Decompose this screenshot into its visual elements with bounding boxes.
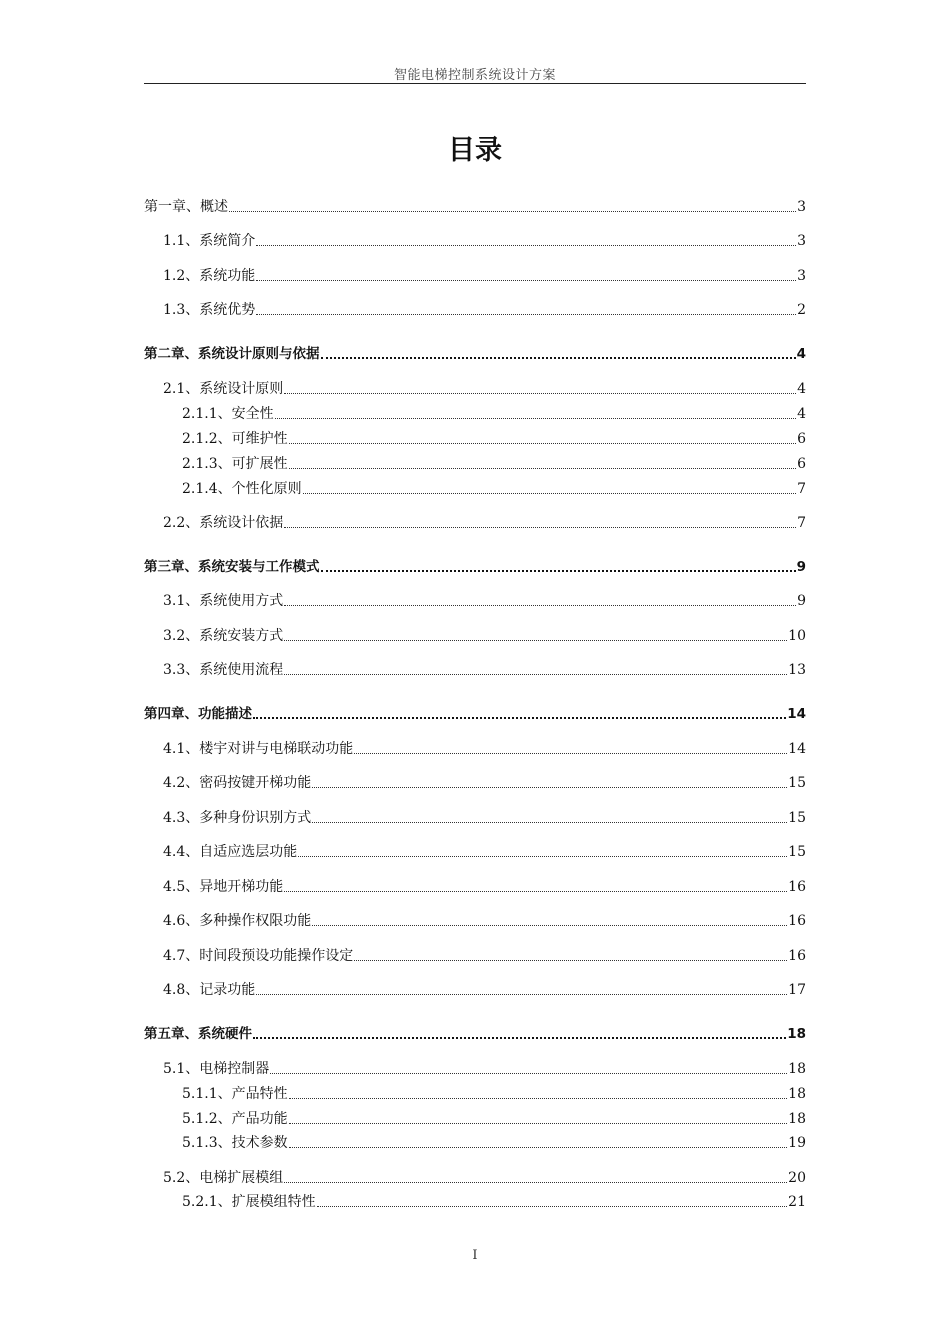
toc-entry-title: 2.1.1、安全性 bbox=[182, 406, 274, 422]
toc-entry[interactable] bbox=[144, 943, 806, 965]
toc-entry-title: 5.2.1、扩展模组特性 bbox=[182, 1194, 316, 1210]
toc-dot-leader bbox=[312, 786, 787, 788]
toc-entry-title: 2.1.4、个性化原则 bbox=[182, 481, 302, 497]
toc-entry-title: 4.4、自适应选层功能 bbox=[163, 844, 298, 860]
toc-entry[interactable] bbox=[144, 1130, 806, 1152]
toc-dot-leader bbox=[354, 959, 787, 961]
toc-entry[interactable] bbox=[144, 297, 806, 319]
toc-dot-leader bbox=[317, 1205, 788, 1207]
toc-entry[interactable] bbox=[144, 194, 806, 216]
toc-entry-page: 15 bbox=[788, 844, 806, 860]
toc-entry-page: 9 bbox=[797, 593, 806, 609]
toc-entry[interactable] bbox=[144, 805, 806, 827]
toc-dot-leader bbox=[253, 716, 786, 719]
page-number: I bbox=[472, 1248, 478, 1263]
toc-entry[interactable] bbox=[144, 657, 806, 679]
toc-entry-title: 2.1.2、可维护性 bbox=[182, 431, 288, 447]
toc-entry[interactable] bbox=[144, 426, 806, 448]
toc-entry-title: 4.1、楼宇对讲与电梯联动功能 bbox=[163, 741, 354, 757]
toc-dot-leader bbox=[289, 467, 796, 469]
toc-entry[interactable] bbox=[144, 401, 806, 423]
toc-dot-leader bbox=[284, 890, 787, 892]
toc-dot-leader bbox=[229, 210, 796, 212]
toc-entry-title: 1.1、系统简介 bbox=[163, 233, 256, 249]
toc-entry-page: 16 bbox=[788, 913, 806, 929]
toc-dot-leader bbox=[298, 855, 787, 857]
toc-entry-page: 6 bbox=[797, 431, 806, 447]
toc-entry-title: 4.2、密码按键开梯功能 bbox=[163, 775, 312, 791]
toc-entry-title: 1.3、系统优势 bbox=[163, 302, 256, 318]
toc-dot-leader bbox=[256, 244, 796, 246]
toc-entry[interactable] bbox=[144, 588, 806, 610]
toc-entry[interactable] bbox=[144, 263, 806, 285]
toc-dot-leader bbox=[321, 569, 796, 572]
toc-entry[interactable] bbox=[144, 341, 806, 363]
toc-dot-leader bbox=[303, 492, 796, 494]
toc-entry-page: 4 bbox=[797, 381, 806, 397]
toc-entry[interactable] bbox=[144, 1189, 806, 1211]
toc-entry-page: 18 bbox=[787, 1026, 806, 1042]
toc-entry[interactable] bbox=[144, 510, 806, 532]
toc-entry-page: 20 bbox=[788, 1170, 806, 1186]
toc-entry[interactable] bbox=[144, 1165, 806, 1187]
toc-entry[interactable] bbox=[144, 1106, 806, 1128]
toc-entry-title: 第三章、系统安装与工作模式 bbox=[144, 559, 320, 575]
toc-entry-page: 15 bbox=[788, 810, 806, 826]
toc-entry[interactable] bbox=[144, 376, 806, 398]
toc-entry-page: 7 bbox=[797, 515, 806, 531]
toc-dot-leader bbox=[312, 924, 787, 926]
toc-entry-page: 16 bbox=[788, 948, 806, 964]
toc-entry-title: 5.2、电梯扩展模组 bbox=[163, 1170, 284, 1186]
toc-entry-page: 18 bbox=[788, 1111, 806, 1127]
toc-entry-title: 第二章、系统设计原则与依据 bbox=[144, 346, 320, 362]
toc-entry-title: 4.5、异地开梯功能 bbox=[163, 879, 284, 895]
toc-dot-leader bbox=[284, 639, 787, 641]
toc-entry-page: 3 bbox=[797, 268, 806, 284]
toc-dot-leader bbox=[321, 356, 796, 359]
toc-entry-title: 1.2、系统功能 bbox=[163, 268, 256, 284]
toc-entry-page: 3 bbox=[797, 199, 806, 215]
toc-dot-leader bbox=[289, 1146, 788, 1148]
toc-entry-title: 5.1.2、产品功能 bbox=[182, 1111, 288, 1127]
toc-entry-page: 21 bbox=[788, 1194, 806, 1210]
toc-dot-leader bbox=[289, 1122, 788, 1124]
toc-entry-page: 3 bbox=[797, 233, 806, 249]
toc-entry-page: 7 bbox=[797, 481, 806, 497]
toc-dot-leader bbox=[312, 821, 787, 823]
toc-entry-title: 3.1、系统使用方式 bbox=[163, 593, 284, 609]
toc-dot-leader bbox=[354, 752, 787, 754]
toc-dot-leader bbox=[284, 392, 796, 394]
toc-entry[interactable] bbox=[144, 451, 806, 473]
toc-entry-title: 第一章、概述 bbox=[144, 199, 228, 215]
toc-entry-title: 第四章、功能描述 bbox=[144, 706, 252, 722]
toc-entry-title: 3.3、系统使用流程 bbox=[163, 662, 284, 678]
toc-dot-leader bbox=[284, 1181, 787, 1183]
page-header: 智能电梯控制系统设计方案 bbox=[393, 68, 556, 83]
toc-entry-title: 4.6、多种操作权限功能 bbox=[163, 913, 312, 929]
toc-dot-leader bbox=[275, 417, 796, 419]
toc-entry[interactable] bbox=[144, 770, 806, 792]
toc-entry-page: 4 bbox=[796, 346, 806, 362]
toc-entry-title: 4.8、记录功能 bbox=[163, 982, 256, 998]
toc-entry-page: 19 bbox=[788, 1135, 806, 1151]
toc-dot-leader bbox=[256, 313, 796, 315]
toc-entry-page: 15 bbox=[788, 775, 806, 791]
toc-entry-page: 17 bbox=[788, 982, 806, 998]
toc-entry[interactable] bbox=[144, 701, 806, 723]
toc-entry[interactable] bbox=[144, 1081, 806, 1103]
toc-dot-leader bbox=[270, 1072, 787, 1074]
toc-entry-page: 9 bbox=[796, 559, 806, 575]
toc-entry[interactable] bbox=[144, 1021, 806, 1043]
toc-entry-title: 第五章、系统硬件 bbox=[144, 1026, 252, 1042]
toc-entry-title: 4.7、时间段预设功能操作设定 bbox=[163, 948, 354, 964]
toc-entry-page: 18 bbox=[788, 1086, 806, 1102]
toc-entry[interactable] bbox=[144, 977, 806, 999]
toc-entry-title: 2.1、系统设计原则 bbox=[163, 381, 284, 397]
toc-entry[interactable] bbox=[144, 736, 806, 758]
toc-entry-page: 14 bbox=[788, 741, 806, 757]
toc-entry-title: 4.3、多种身份识别方式 bbox=[163, 810, 312, 826]
toc-entry[interactable] bbox=[144, 908, 806, 930]
toc-dot-leader bbox=[256, 993, 787, 995]
toc-entry-page: 16 bbox=[788, 879, 806, 895]
toc-entry[interactable] bbox=[144, 874, 806, 896]
toc-entry-page: 13 bbox=[788, 662, 806, 678]
toc-dot-leader bbox=[284, 526, 796, 528]
toc-entry-title: 2.2、系统设计依据 bbox=[163, 515, 284, 531]
toc-dot-leader bbox=[256, 279, 796, 281]
toc-entry-title: 5.1、电梯控制器 bbox=[163, 1061, 270, 1077]
toc-entry-title: 2.1.3、可扩展性 bbox=[182, 456, 288, 472]
toc-dot-leader bbox=[253, 1036, 786, 1039]
toc-dot-leader bbox=[289, 1097, 788, 1099]
toc-entry-page: 18 bbox=[788, 1061, 806, 1077]
toc-entry-title: 5.1.3、技术参数 bbox=[182, 1135, 288, 1151]
toc-entry[interactable] bbox=[144, 476, 806, 498]
toc-entry[interactable] bbox=[144, 228, 806, 250]
toc-dot-leader bbox=[284, 604, 796, 606]
toc-entry[interactable] bbox=[144, 1056, 806, 1078]
toc-dot-leader bbox=[289, 442, 796, 444]
header-rule bbox=[144, 83, 806, 84]
toc-dot-leader bbox=[284, 673, 787, 675]
toc-entry-page: 14 bbox=[787, 706, 806, 722]
toc-entry[interactable] bbox=[144, 839, 806, 861]
toc-entry-page: 10 bbox=[788, 628, 806, 644]
page-title: 目录 bbox=[448, 135, 502, 166]
toc-entry-title: 3.2、系统安装方式 bbox=[163, 628, 284, 644]
toc-entry[interactable] bbox=[144, 554, 806, 576]
toc-entry-page: 2 bbox=[797, 302, 806, 318]
toc-entry[interactable] bbox=[144, 623, 806, 645]
toc-entry-page: 4 bbox=[797, 406, 806, 422]
toc-entry-title: 5.1.1、产品特性 bbox=[182, 1086, 288, 1102]
toc-entry-page: 6 bbox=[797, 456, 806, 472]
